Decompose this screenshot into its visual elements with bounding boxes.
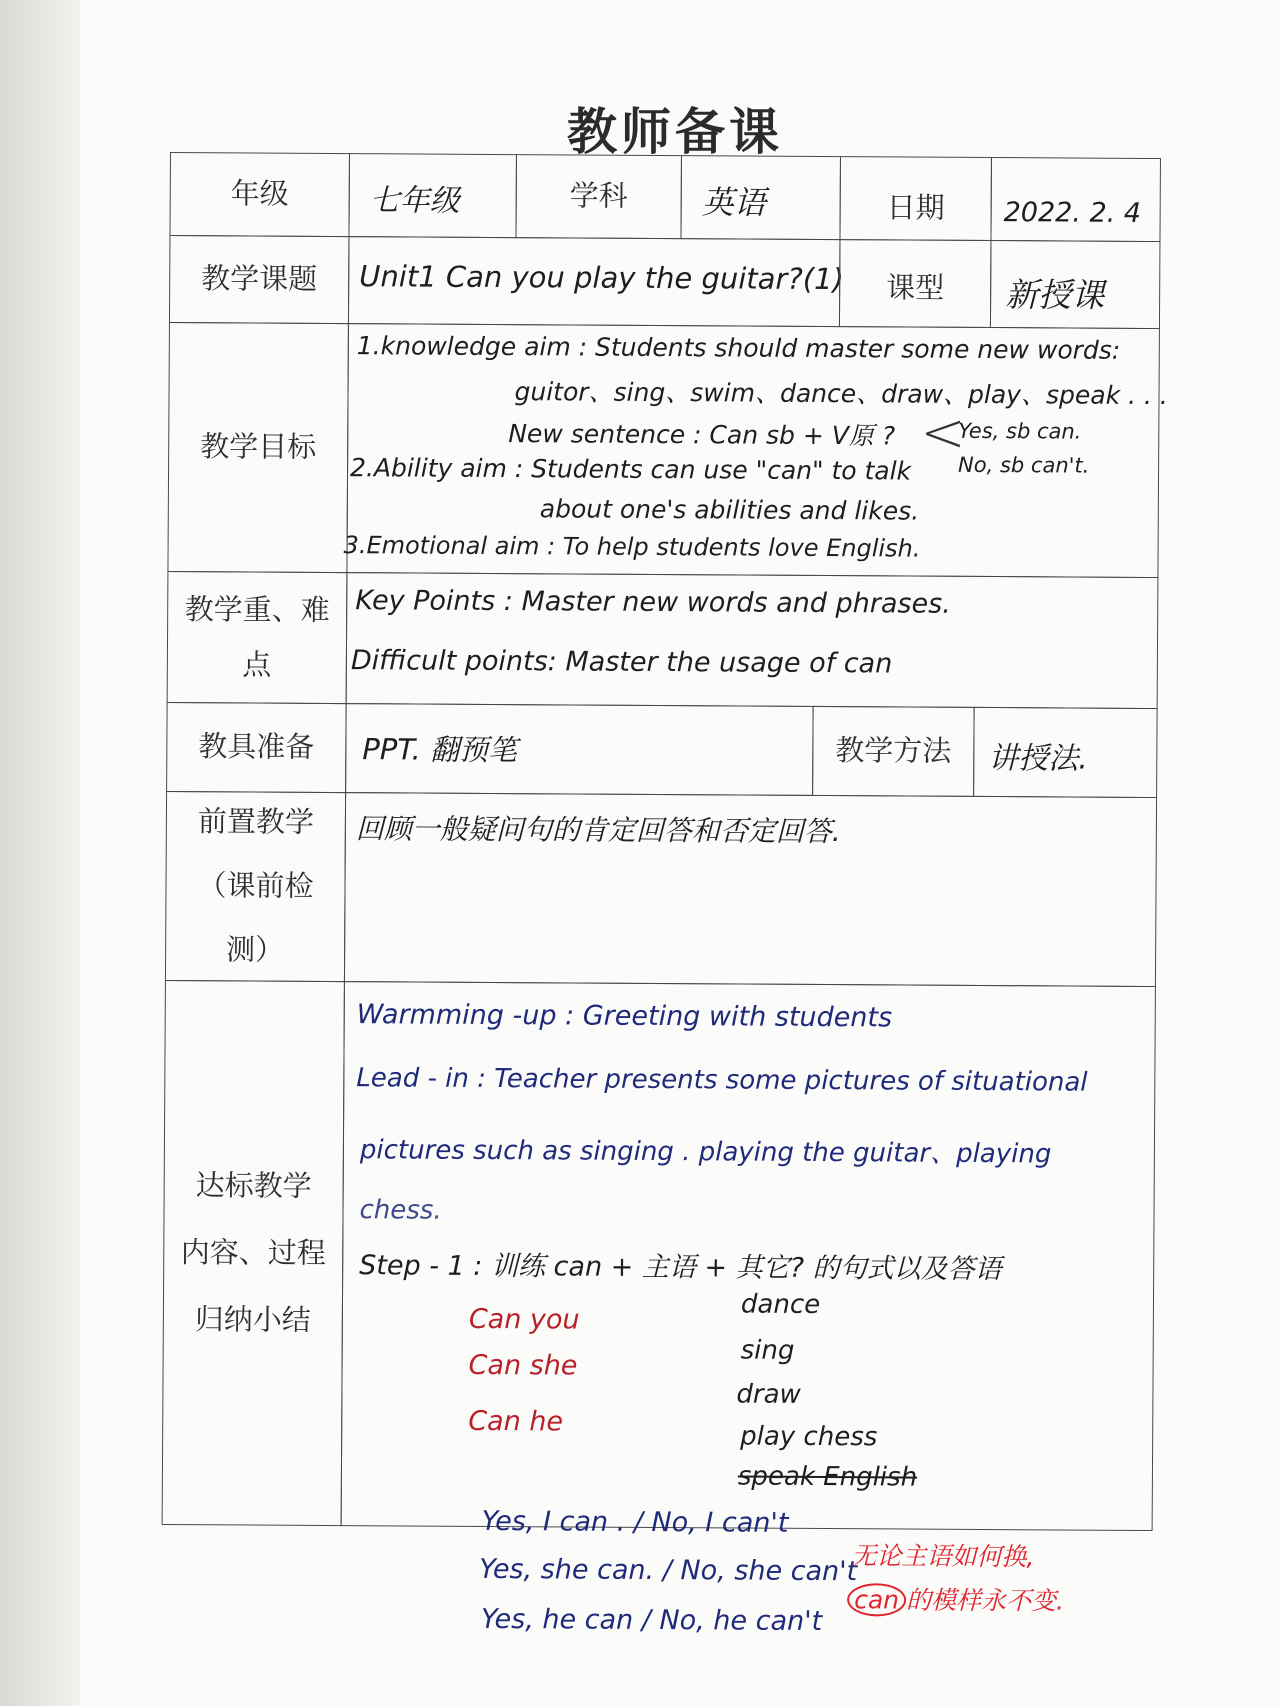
preteaching-content: 回顾一般疑问句的肯定回答和否定回答. <box>355 812 841 849</box>
subject-can-she: Can she <box>468 1349 578 1382</box>
method-label: 教学方法 <box>835 733 952 769</box>
key-points: Key Points : Master new words and phrases. <box>355 585 951 620</box>
topic-value: Unit1 Can you play the guitar?(1) <box>359 259 844 297</box>
page-title: 教师备课 <box>567 102 783 161</box>
warm-up: Warmming -up : Greeting with students <box>356 999 893 1034</box>
objective-ability: 2.Ability aim : Students can use "can" to talk <box>349 453 912 486</box>
process-label-line3: 归纳小结 <box>194 1302 311 1337</box>
note-line2-text: 的模样永不变. <box>906 1585 1065 1616</box>
process-label-line2: 内容、过程 <box>180 1235 326 1271</box>
objective-knowledge: 1.knowledge aim : Students should master some new words: <box>356 331 1121 365</box>
note-line1: 无论主语如何换, <box>851 1541 1035 1572</box>
verb-speak-english: speak English <box>737 1461 918 1493</box>
can-circle: can <box>847 1583 906 1616</box>
subject-can-you: Can you <box>468 1303 580 1336</box>
lead-in-line1: Lead - in : Teacher presents some pictures of situational <box>356 1063 1088 1098</box>
lesson-type-value: 新授课 <box>1005 275 1105 315</box>
objective-sentence: New sentence : Can sb + V原 ? <box>508 419 896 451</box>
verb-draw: draw <box>736 1379 801 1410</box>
topic-label: 教学课题 <box>201 261 318 297</box>
date-value: 2022. 2. 4 <box>1003 197 1142 229</box>
notebook-binding <box>0 0 80 1706</box>
objective-words: guitor、sing、swim、dance、draw、play、speak . . . <box>514 377 1168 411</box>
objective-ability-cont: about one's abilities and likes. <box>539 494 920 526</box>
keypoints-label-line1: 教学重、难 <box>184 592 330 627</box>
tools-label: 教具准备 <box>198 729 315 765</box>
grade-value: 七年级 <box>369 183 460 219</box>
objectives-label: 教学目标 <box>200 429 317 465</box>
grade-label: 年级 <box>230 176 289 212</box>
preteaching-label-line3: 测） <box>226 932 285 967</box>
method-value: 讲授法. <box>988 741 1088 777</box>
process-label-line1: 达标教学 <box>195 1168 312 1204</box>
lead-in-line3: chess. <box>359 1195 442 1226</box>
answer-yes: Yes, sb can. <box>958 418 1082 444</box>
process-label <box>162 980 345 1526</box>
lead-in-line2: pictures such as singing . playing the guitar、playing <box>359 1135 1052 1170</box>
answer-she: Yes, she can. / No, she can't <box>479 1553 858 1588</box>
answer-i: Yes, I can . / No, I can't <box>481 1505 789 1539</box>
lesson-plan-table <box>161 152 1202 1638</box>
verb-play-chess: play chess <box>740 1421 878 1453</box>
objective-emotional: 3.Emotional aim : To help students love English. <box>343 531 921 563</box>
verb-dance: dance <box>740 1289 821 1320</box>
answer-he: Yes, he can / No, he can't <box>480 1603 823 1638</box>
subject-value: 英语 <box>701 183 766 222</box>
answer-no: No, sb can't. <box>958 452 1090 478</box>
keypoints-label-line2: 点 <box>242 647 272 682</box>
keypoints-label <box>167 571 348 704</box>
difficult-points: Difficult points: Master the usage of can <box>350 645 893 680</box>
note-line2 <box>847 1580 1064 1617</box>
brace-icon: < <box>920 400 966 464</box>
tools-value: PPT. 翻预笔 <box>362 732 518 768</box>
lesson-type-label: 课型 <box>886 270 945 306</box>
preteaching-label-line1: 前置教学 <box>197 804 315 840</box>
date-label: 日期 <box>886 190 945 226</box>
subject-label: 学科 <box>569 178 628 214</box>
subject-can-he: Can he <box>468 1405 564 1438</box>
preteaching-label <box>165 791 346 982</box>
step-1: Step - 1 : 训练 can + 主语 + 其它? 的句式以及答语 <box>359 1250 1002 1286</box>
verb-sing: sing <box>740 1335 795 1366</box>
preteaching-label-line2: （课前检 <box>197 868 314 903</box>
